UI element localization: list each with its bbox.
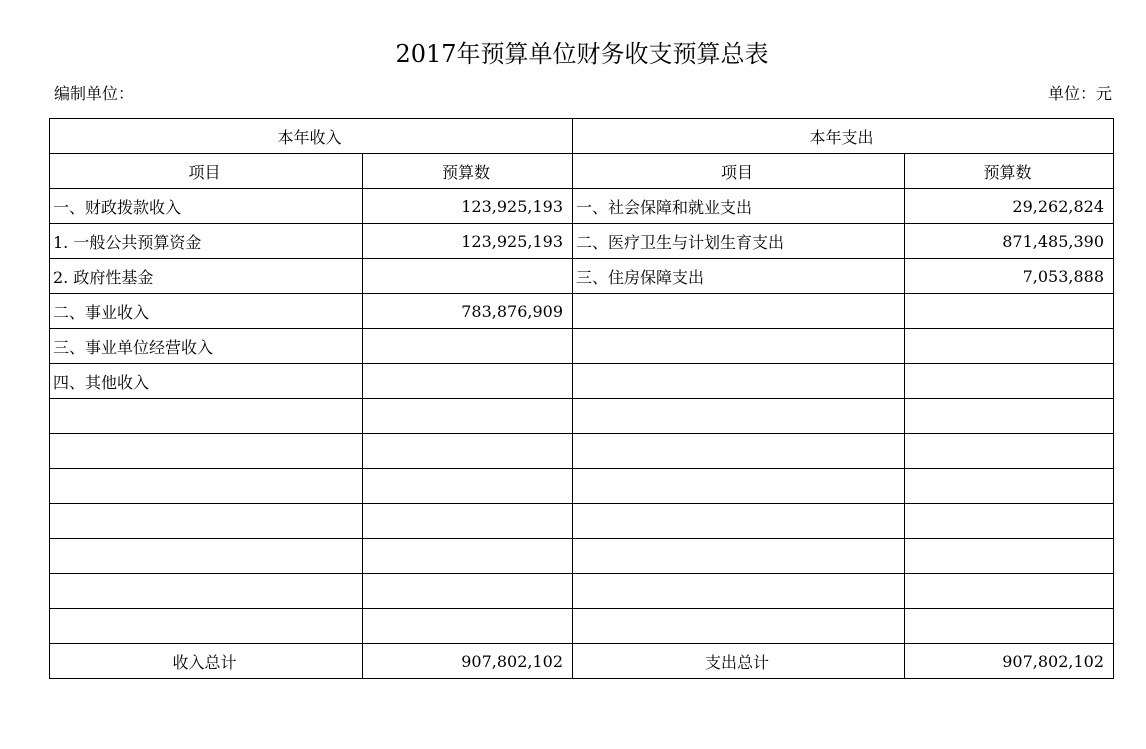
expense-item-cell xyxy=(573,609,905,644)
unit-label: 单位：元 xyxy=(1047,84,1112,103)
income-item-cell: 三、事业单位经营收入 xyxy=(50,329,363,364)
income-amount-cell xyxy=(363,259,573,294)
org-label: 编制单位： xyxy=(54,84,135,103)
income-item-cell: 二、事业收入 xyxy=(50,294,363,329)
income-item-cell: 一、财政拨款收入 xyxy=(50,189,363,224)
expense-item-cell: 一、社会保障和就业支出 xyxy=(573,189,905,224)
expense-item-cell: 二、医疗卫生与计划生育支出 xyxy=(573,224,905,259)
income-item-cell xyxy=(50,434,363,469)
expense-item-cell xyxy=(573,504,905,539)
income-item-cell: 2. 政府性基金 xyxy=(50,259,363,294)
income-item-cell xyxy=(50,539,363,574)
expense-item-cell xyxy=(573,294,905,329)
expense-item-cell xyxy=(573,329,905,364)
expense-total-label: 支出总计 xyxy=(573,644,905,679)
table-row xyxy=(50,294,1114,329)
income-section-header: 本年收入 xyxy=(50,119,573,154)
budget-summary-table xyxy=(49,118,1114,679)
table-row xyxy=(50,329,1114,364)
income-item-cell xyxy=(50,574,363,609)
income-amount-cell xyxy=(363,609,573,644)
totals-row xyxy=(50,644,1114,679)
income-amount-cell xyxy=(363,434,573,469)
expense-item-cell xyxy=(573,364,905,399)
expense-amount-cell xyxy=(905,504,1114,539)
income-amount-cell xyxy=(363,364,573,399)
expense-amount-header: 预算数 xyxy=(905,154,1114,189)
expense-total-value: 907,802,102 xyxy=(905,644,1114,679)
income-amount-cell xyxy=(363,399,573,434)
expense-item-cell: 三、住房保障支出 xyxy=(573,259,905,294)
expense-section-header: 本年支出 xyxy=(573,119,1114,154)
income-item-cell: 四、其他收入 xyxy=(50,364,363,399)
expense-amount-cell: 29,262,824 xyxy=(905,189,1114,224)
income-amount-cell xyxy=(363,574,573,609)
expense-item-cell xyxy=(573,469,905,504)
expense-amount-cell xyxy=(905,329,1114,364)
table-row xyxy=(50,539,1114,574)
expense-amount-cell xyxy=(905,364,1114,399)
table-row xyxy=(50,504,1114,539)
income-item-cell xyxy=(50,399,363,434)
income-amount-cell: 123,925,193 xyxy=(363,189,573,224)
expense-item-cell xyxy=(573,574,905,609)
expense-item-cell xyxy=(573,399,905,434)
table-row xyxy=(50,574,1114,609)
table-row xyxy=(50,609,1114,644)
expense-item-header: 项目 xyxy=(573,154,905,189)
income-amount-cell xyxy=(363,469,573,504)
income-item-header: 项目 xyxy=(50,154,363,189)
table-row xyxy=(50,364,1114,399)
expense-amount-cell: 7,053,888 xyxy=(905,259,1114,294)
income-amount-cell: 783,876,909 xyxy=(363,294,573,329)
income-amount-cell xyxy=(363,504,573,539)
table-row xyxy=(50,434,1114,469)
table-row xyxy=(50,224,1114,259)
table-row xyxy=(50,189,1114,224)
table-body xyxy=(50,119,1114,679)
expense-amount-cell xyxy=(905,434,1114,469)
column-header-row xyxy=(50,154,1114,189)
expense-amount-cell xyxy=(905,294,1114,329)
income-amount-header: 预算数 xyxy=(363,154,573,189)
expense-amount-cell xyxy=(905,399,1114,434)
expense-amount-cell xyxy=(905,539,1114,574)
table-row xyxy=(50,399,1114,434)
income-item-cell: 1. 一般公共预算资金 xyxy=(50,224,363,259)
income-amount-cell xyxy=(363,329,573,364)
expense-amount-cell xyxy=(905,574,1114,609)
page-title: 2017年预算单位财务收支预算总表 xyxy=(395,40,769,68)
income-total-value: 907,802,102 xyxy=(363,644,573,679)
income-item-cell xyxy=(50,469,363,504)
expense-item-cell xyxy=(573,539,905,574)
table-row xyxy=(50,259,1114,294)
expense-item-cell xyxy=(573,434,905,469)
income-item-cell xyxy=(50,609,363,644)
expense-amount-cell xyxy=(905,609,1114,644)
income-amount-cell xyxy=(363,539,573,574)
income-total-label: 收入总计 xyxy=(50,644,363,679)
income-amount-cell: 123,925,193 xyxy=(363,224,573,259)
expense-amount-cell xyxy=(905,469,1114,504)
section-header-row xyxy=(50,119,1114,154)
table-row xyxy=(50,469,1114,504)
expense-amount-cell: 871,485,390 xyxy=(905,224,1114,259)
income-item-cell xyxy=(50,504,363,539)
